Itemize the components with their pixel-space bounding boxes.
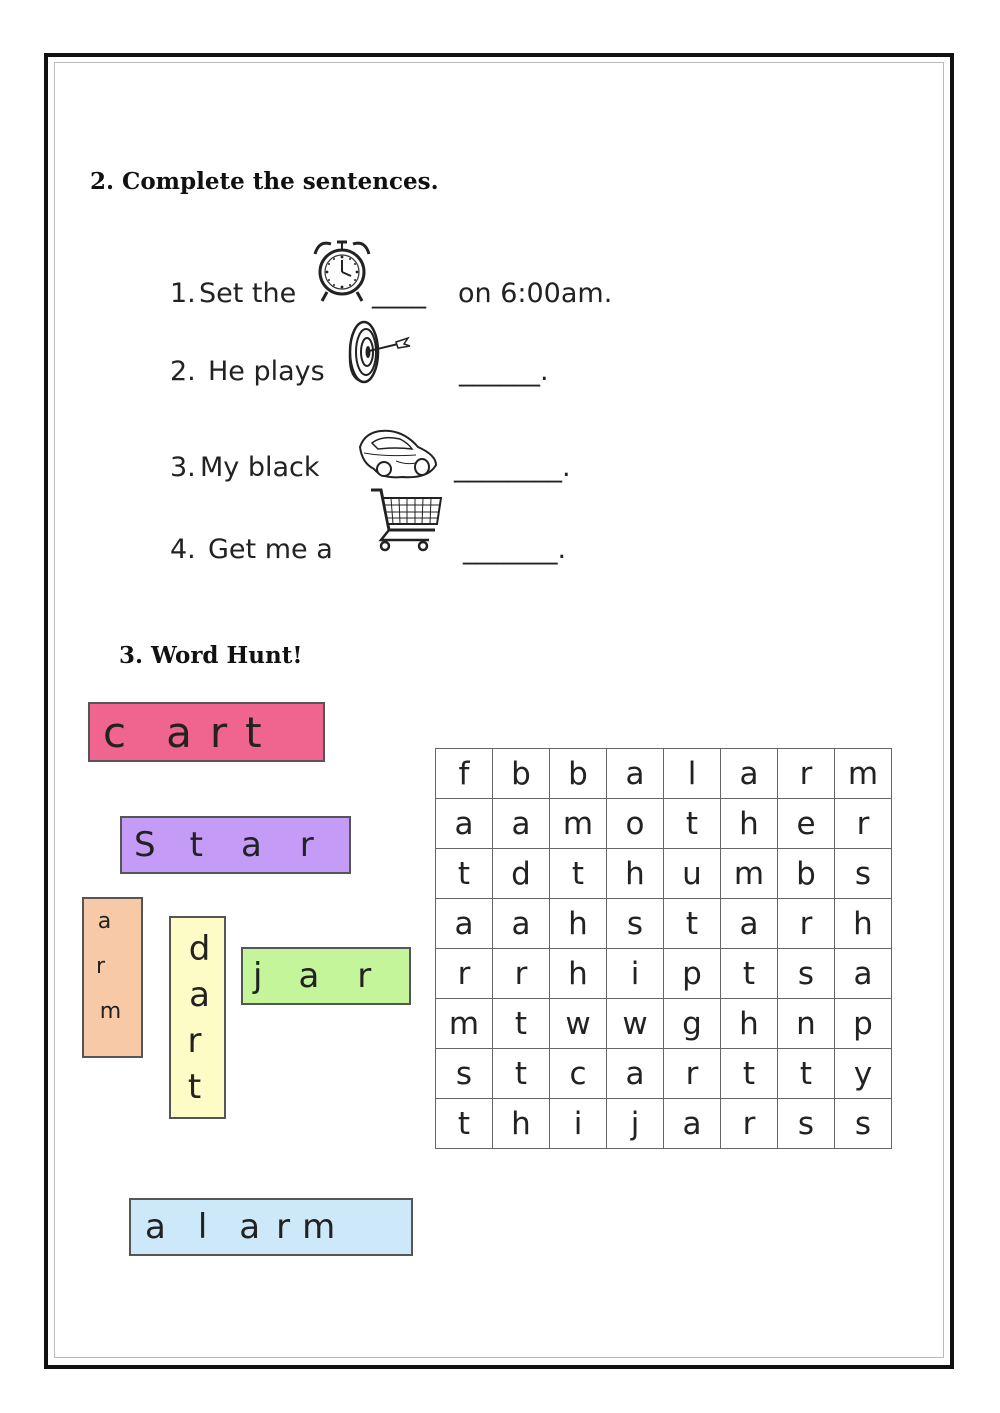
grid-cell: p <box>835 999 892 1049</box>
grid-cell: m <box>550 799 607 849</box>
tile-letter: S <box>134 825 156 865</box>
sentence-4-number: 4. <box>170 534 196 565</box>
tile-letter: t <box>189 825 203 865</box>
sentence-3-blank: ________. <box>454 452 571 483</box>
tile-letter: r <box>209 707 228 757</box>
grid-cell: a <box>436 799 493 849</box>
car-icon <box>356 425 440 485</box>
word-tile-jar <box>241 947 411 1005</box>
grid-cell: j <box>607 1099 664 1149</box>
grid-cell: p <box>664 949 721 999</box>
dartboard-icon <box>346 318 416 386</box>
tile-letter: a <box>189 975 210 1015</box>
grid-cell: i <box>550 1099 607 1149</box>
word-search-grid <box>435 748 892 1149</box>
grid-cell: s <box>607 899 664 949</box>
grid-cell: a <box>607 1049 664 1099</box>
grid-cell: l <box>664 749 721 799</box>
grid-row <box>436 849 892 899</box>
grid-cell: f <box>436 749 493 799</box>
grid-cell: h <box>550 949 607 999</box>
word-tile-alarm <box>129 1198 413 1256</box>
grid-row <box>436 1099 892 1149</box>
tile-letter: r <box>187 1021 202 1061</box>
sentence-2-text: He plays <box>208 356 325 387</box>
grid-cell: n <box>778 999 835 1049</box>
tile-letter: r <box>276 1207 291 1247</box>
sentence-1-blank: ____ <box>372 278 426 309</box>
word-tile-cart <box>88 702 325 762</box>
sentence-3-number: 3. <box>170 452 196 483</box>
grid-cell: a <box>664 1099 721 1149</box>
grid-cell: r <box>778 749 835 799</box>
alarm-clock-icon <box>309 238 375 306</box>
grid-cell: b <box>550 749 607 799</box>
grid-cell: m <box>721 849 778 899</box>
grid-cell: a <box>721 749 778 799</box>
grid-row <box>436 899 892 949</box>
sentence-4-blank: _______. <box>463 534 567 565</box>
grid-cell: u <box>664 849 721 899</box>
grid-cell: o <box>607 799 664 849</box>
grid-cell: m <box>835 749 892 799</box>
grid-cell: h <box>550 899 607 949</box>
tile-letter: m <box>99 999 122 1024</box>
grid-cell: e <box>778 799 835 849</box>
grid-cell: a <box>721 899 778 949</box>
word-tile-star <box>120 816 351 874</box>
sentence-2-blank: ______. <box>459 356 549 387</box>
grid-cell: r <box>778 899 835 949</box>
sentence-2-number: 2. <box>170 356 196 387</box>
grid-cell: h <box>493 1099 550 1149</box>
grid-cell: s <box>835 1099 892 1149</box>
grid-cell: t <box>664 799 721 849</box>
tile-letter: a <box>145 1207 166 1247</box>
grid-cell: t <box>664 899 721 949</box>
sentence-1-text: Set the <box>199 278 297 309</box>
grid-cell: h <box>607 849 664 899</box>
grid-cell: t <box>493 999 550 1049</box>
grid-cell: a <box>436 899 493 949</box>
grid-cell: a <box>493 799 550 849</box>
grid-cell: b <box>778 849 835 899</box>
grid-cell: s <box>436 1049 493 1099</box>
section-2-heading: 2. Complete the sentences. <box>90 168 439 195</box>
grid-cell: s <box>778 949 835 999</box>
tile-letter: a <box>240 825 262 865</box>
grid-cell: d <box>493 849 550 899</box>
shopping-cart-icon <box>369 486 445 554</box>
tile-letter: j <box>253 956 263 996</box>
grid-row <box>436 1049 892 1099</box>
word-tile-arm <box>82 897 143 1058</box>
tile-letter: m <box>302 1207 336 1247</box>
grid-row <box>436 999 892 1049</box>
grid-cell: b <box>493 749 550 799</box>
tile-letter: a <box>166 707 192 757</box>
sentence-1-number: 1. <box>170 278 196 309</box>
tile-letter: c <box>103 707 127 757</box>
grid-cell: r <box>835 799 892 849</box>
tile-letter: t <box>187 1067 202 1107</box>
grid-cell: t <box>436 849 493 899</box>
grid-cell: r <box>664 1049 721 1099</box>
tile-letter: a <box>239 1207 261 1247</box>
grid-cell: c <box>550 1049 607 1099</box>
sentence-4-text: Get me a <box>208 534 333 565</box>
grid-cell: i <box>607 949 664 999</box>
tile-letter: t <box>245 707 262 757</box>
grid-cell: h <box>835 899 892 949</box>
grid-cell: t <box>721 949 778 999</box>
tile-letter: d <box>188 929 211 969</box>
section-3-heading: 3. Word Hunt! <box>119 642 303 669</box>
grid-cell: h <box>721 799 778 849</box>
grid-cell: a <box>607 749 664 799</box>
grid-cell: s <box>835 849 892 899</box>
tile-letter: r <box>357 956 372 996</box>
grid-cell: t <box>550 849 607 899</box>
sentence-3-text: My black <box>200 452 320 483</box>
grid-row <box>436 949 892 999</box>
grid-cell: r <box>493 949 550 999</box>
grid-cell: t <box>436 1099 493 1149</box>
grid-cell: a <box>835 949 892 999</box>
sentence-1-tail: on 6:00am. <box>458 278 613 309</box>
grid-cell: t <box>778 1049 835 1099</box>
grid-cell: s <box>778 1099 835 1149</box>
grid-cell: a <box>493 899 550 949</box>
tile-letter: a <box>97 909 112 934</box>
grid-cell: t <box>493 1049 550 1099</box>
grid-cell: r <box>721 1099 778 1149</box>
tile-letter: l <box>197 1207 208 1247</box>
grid-cell: w <box>607 999 664 1049</box>
word-tile-dart <box>169 916 226 1119</box>
tile-letter: r <box>299 825 314 865</box>
grid-cell: g <box>664 999 721 1049</box>
grid-cell: t <box>721 1049 778 1099</box>
grid-cell: r <box>436 949 493 999</box>
grid-row <box>436 799 892 849</box>
tile-letter: r <box>95 954 106 979</box>
grid-cell: w <box>550 999 607 1049</box>
grid-cell: m <box>436 999 493 1049</box>
grid-cell: y <box>835 1049 892 1099</box>
grid-row <box>436 749 892 799</box>
tile-letter: a <box>298 956 320 996</box>
grid-cell: h <box>721 999 778 1049</box>
